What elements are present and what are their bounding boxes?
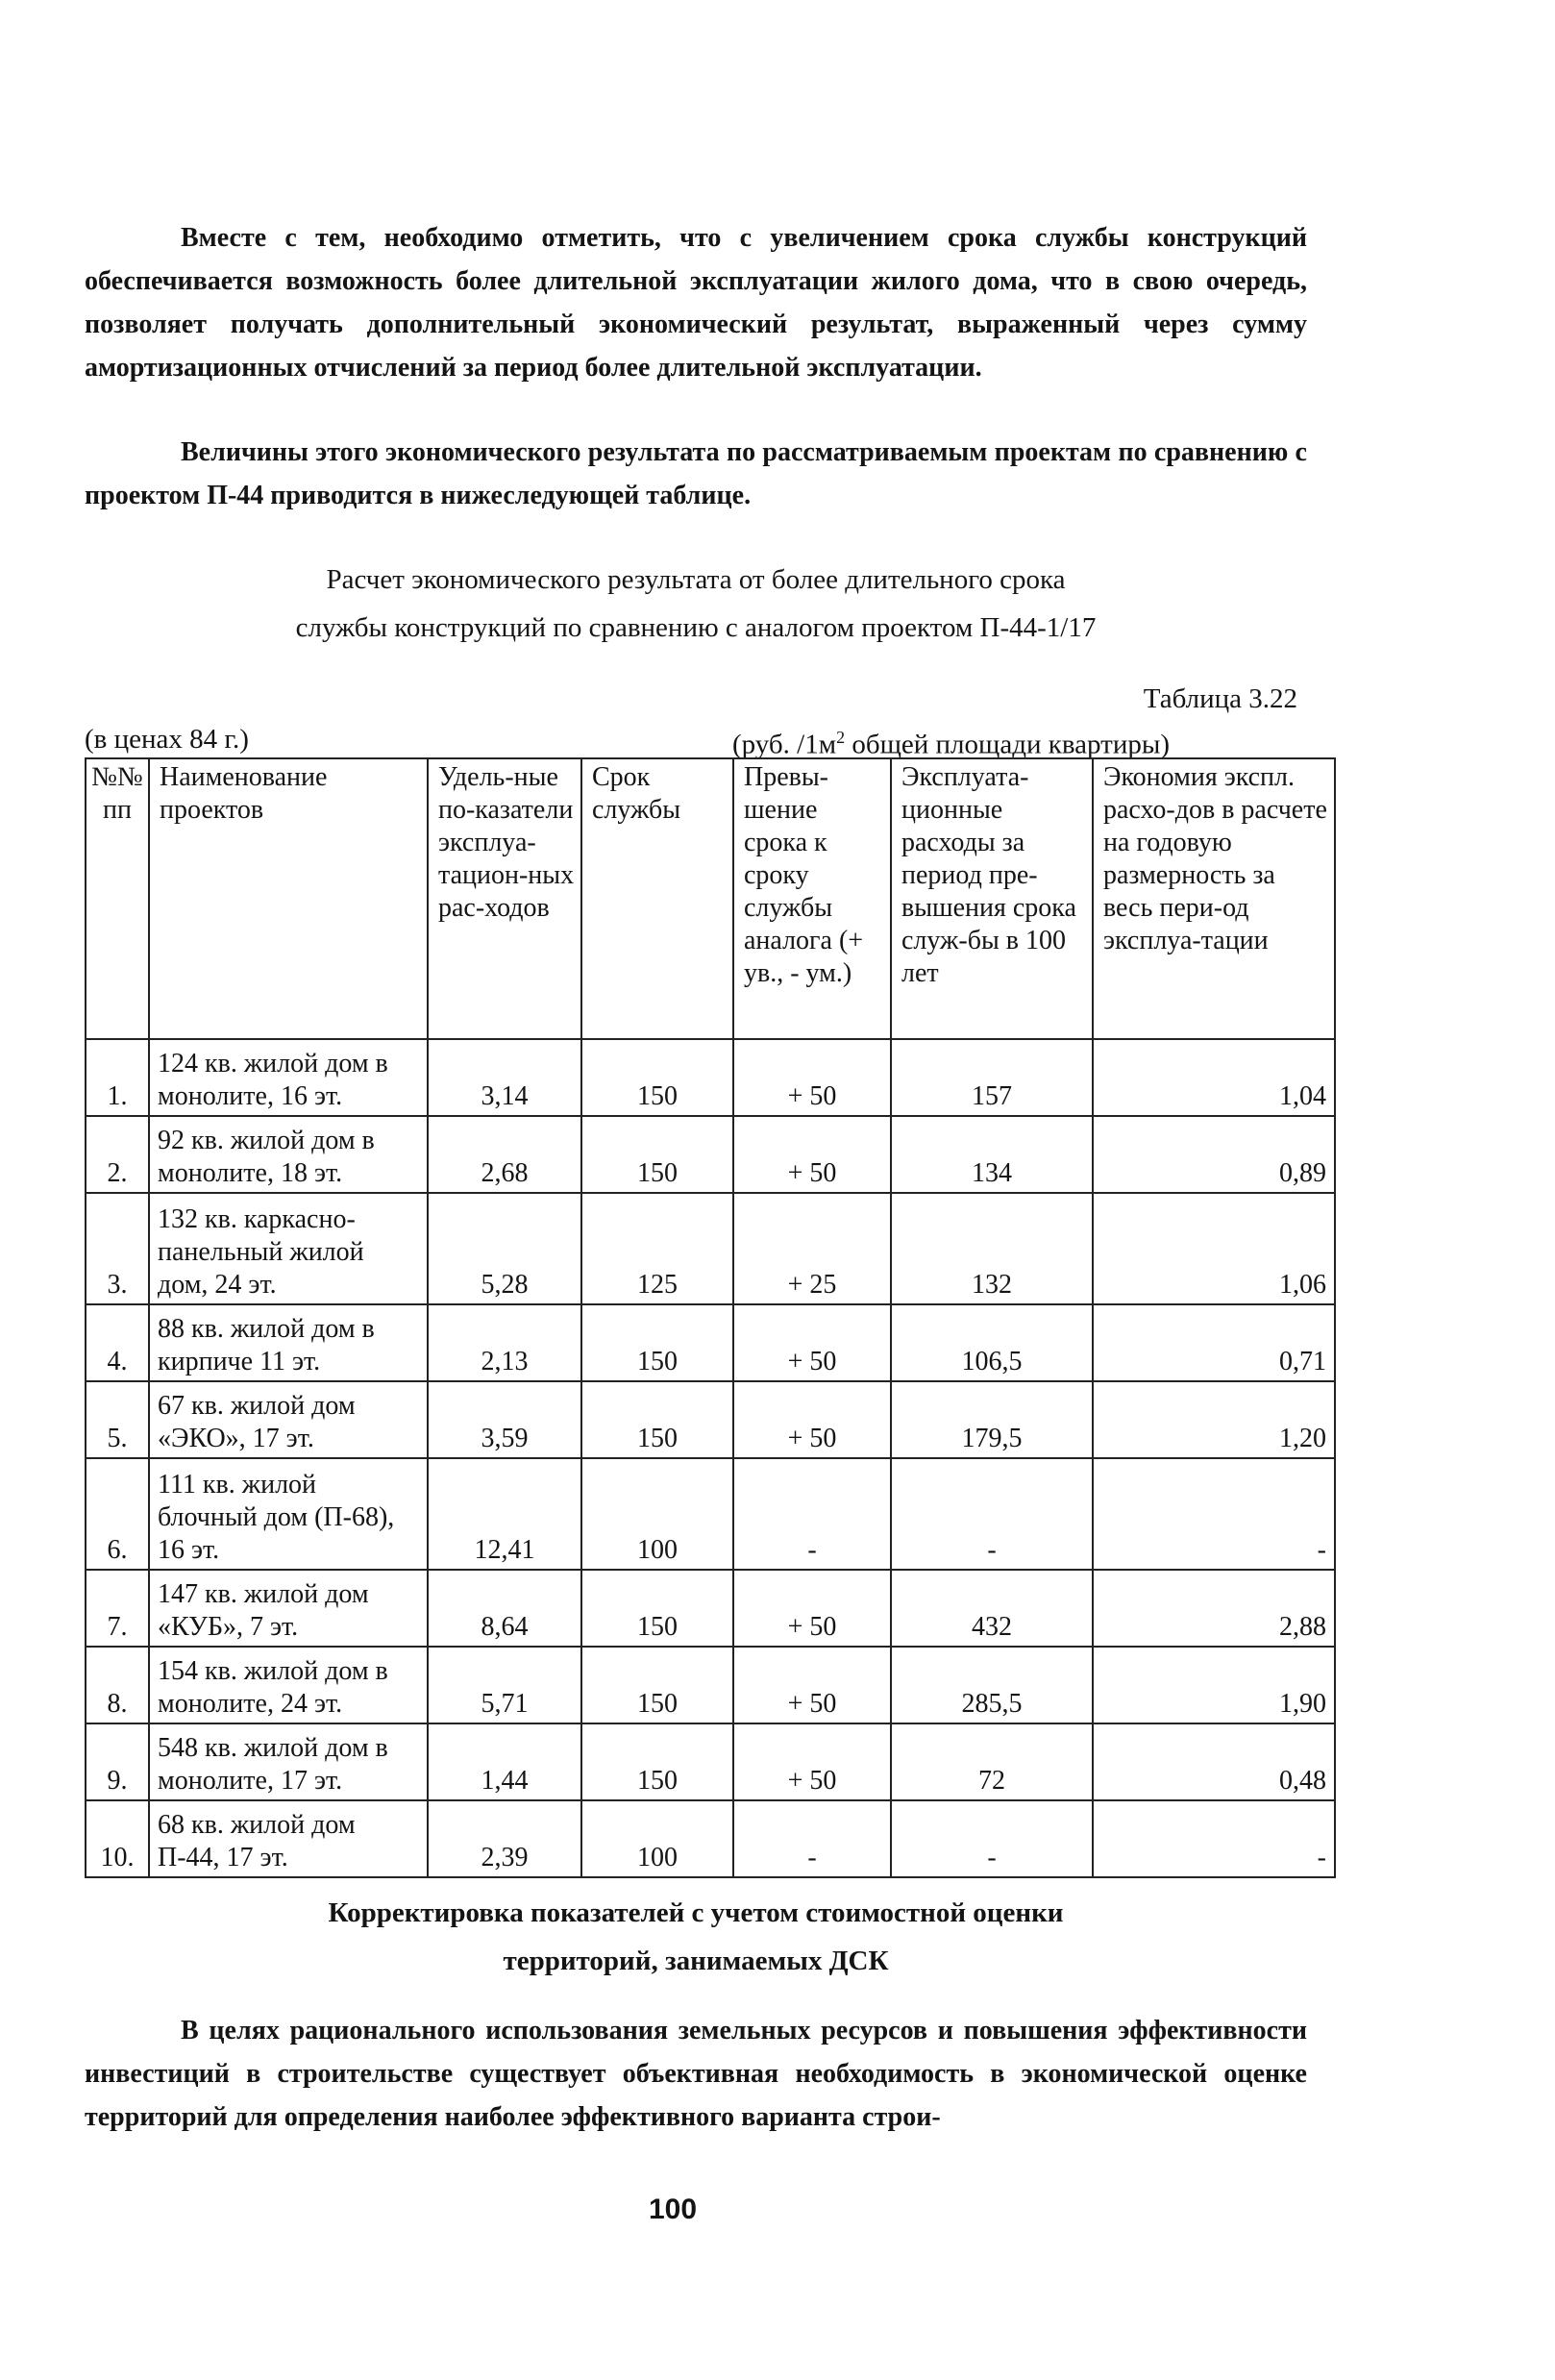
cell-name: 548 кв. жилой дом в монолите, 17 эт. [149,1723,428,1800]
cell-saving: 0,71 [1093,1304,1335,1381]
cell-name: 88 кв. жилой дом в кирпиче 11 эт. [149,1304,428,1381]
cell-service-life: 150 [581,1647,733,1723]
cell-no: 1. [86,1039,149,1116]
cell-saving: 1,20 [1093,1381,1335,1458]
cell-operating-costs: 179,5 [891,1381,1093,1458]
cell-service-life: 150 [581,1039,733,1116]
cell-saving: - [1093,1458,1335,1570]
cell-saving: 0,48 [1093,1723,1335,1800]
cell-no: 5. [86,1381,149,1458]
cell-saving: 1,90 [1093,1647,1335,1723]
table-caption-line1: Расчет экономического результата от более длительного срока [326,564,1066,595]
units-note-superscript: 2 [836,728,846,747]
units-note [732,721,1170,761]
cell-no: 10. [86,1800,149,1877]
cell-operating-costs: 72 [891,1723,1093,1800]
cell-life-excess: + 25 [733,1193,891,1304]
header-operating-costs: Эксплуата-ционные расходы за период пре-вышения срока служ-бы в 100 лет [891,758,1093,1039]
units-note-after: общей площади квартиры) [845,729,1170,760]
cell-no: 6. [86,1458,149,1570]
cell-name: 67 кв. жилой дом «ЭКО», 17 эт. [149,1381,428,1458]
cell-specific-costs: 2,39 [428,1800,581,1877]
cell-specific-costs: 3,59 [428,1381,581,1458]
cell-life-excess: + 50 [733,1647,891,1723]
cell-life-excess: + 50 [733,1381,891,1458]
cell-specific-costs: 2,13 [428,1304,581,1381]
cell-operating-costs: - [891,1458,1093,1570]
cell-no: 7. [86,1570,149,1647]
units-note-before: (руб. /1м [732,729,837,760]
cell-operating-costs: - [891,1800,1093,1877]
header-no: №№ пп [86,758,149,1039]
table-row [86,1723,1335,1800]
table-caption-line2: службы конструкций по сравнению с аналогом проектом П-44-1/17 [295,612,1097,643]
cell-operating-costs: 106,5 [891,1304,1093,1381]
cell-operating-costs: 132 [891,1193,1093,1304]
cell-operating-costs: 134 [891,1116,1093,1193]
cell-operating-costs: 285,5 [891,1647,1093,1723]
cell-specific-costs: 8,64 [428,1570,581,1647]
header-name: Наименование проектов [149,758,428,1039]
cell-no: 9. [86,1723,149,1800]
cell-service-life: 150 [581,1381,733,1458]
cell-operating-costs: 432 [891,1570,1093,1647]
section-heading-line2: территорий, занимаемых ДСК [503,1946,889,1976]
cell-saving: 0,89 [1093,1116,1335,1193]
header-specific-costs: Удель-ные по-казатели эксплуа-тацион-ных рас-ходов [428,758,581,1039]
paragraph-land-assessment: В целях рационального использования земельных ресурсов и повышения эффективности инвестиций в строительстве существует объективная необходимость в экономической оценке территорий для определения наиболее эффективного варианта строи- [85,2016,1307,2132]
cell-operating-costs: 157 [891,1039,1093,1116]
cell-name: 92 кв. жилой дом в монолите, 18 эт. [149,1116,428,1193]
table-row [86,1304,1335,1381]
cell-specific-costs: 5,28 [428,1193,581,1304]
cell-no: 8. [86,1647,149,1723]
cell-specific-costs: 5,71 [428,1647,581,1723]
table-row [86,1381,1335,1458]
cell-life-excess: + 50 [733,1304,891,1381]
cell-specific-costs: 12,41 [428,1458,581,1570]
table-row [86,1116,1335,1193]
section-heading [85,1889,1307,1985]
table-row [86,1039,1335,1116]
table-row [86,1458,1335,1570]
table-row [86,1193,1335,1304]
header-life-excess: Превы-шение срока к сроку службы аналога (+ ув., - ум.) [733,758,891,1039]
page-number: 100 [648,2194,698,2225]
cell-saving: 1,04 [1093,1039,1335,1116]
section-heading-line1: Корректировка показателей с учетом стоимостной оценки [328,1897,1064,1928]
cell-life-excess: - [733,1800,891,1877]
cell-name: 124 кв. жилой дом в монолите, 16 эт. [149,1039,428,1116]
table-number: Таблица 3.22 [1143,683,1297,714]
cell-saving: - [1093,1800,1335,1877]
economic-result-table [85,757,1336,1878]
cell-service-life: 100 [581,1800,733,1877]
header-service-life: Срок службы [581,758,733,1039]
header-saving: Экономия экспл. расхо-дов в расчете на годовую размерность за весь пери-од эксплуа-тации [1093,758,1335,1039]
cell-name: 68 кв. жилой дом П-44, 17 эт. [149,1800,428,1877]
cell-life-excess: + 50 [733,1570,891,1647]
cell-saving: 2,88 [1093,1570,1335,1647]
cell-life-excess: - [733,1458,891,1570]
cell-life-excess: + 50 [733,1039,891,1116]
cell-service-life: 150 [581,1304,733,1381]
table-header-row [86,758,1335,1039]
table-row [86,1570,1335,1647]
paragraph-intro: Вместе с тем, необходимо отметить, что с увеличением срока службы конструкций обеспечивается возможность более длительной эксплуатации жилого дома, что в свою очередь, позволяет получать дополнительный экономический результат, выраженный через сумму амортизационных отчислений за период более длительной эксплуатации. [85,223,1307,383]
cell-name: 147 кв. жилой дом «КУБ», 7 эт. [149,1570,428,1647]
cell-life-excess: + 50 [733,1116,891,1193]
cell-service-life: 125 [581,1193,733,1304]
cell-name: 132 кв. каркасно-панельный жилой дом, 24 эт. [149,1193,428,1304]
cell-no: 4. [86,1304,149,1381]
cell-specific-costs: 1,44 [428,1723,581,1800]
cell-specific-costs: 2,68 [428,1116,581,1193]
prices-note: (в ценах 84 г.) [85,724,249,755]
cell-specific-costs: 3,14 [428,1039,581,1116]
cell-service-life: 150 [581,1116,733,1193]
table-row [86,1800,1335,1877]
cell-no: 3. [86,1193,149,1304]
table-caption [85,556,1307,652]
cell-saving: 1,06 [1093,1193,1335,1304]
cell-service-life: 150 [581,1570,733,1647]
paragraph-table-lead: Величины этого экономического результата по рассматриваемым проектам по сравнению с проектом П-44 приводится в нижеследующей таблице. [85,437,1307,510]
cell-service-life: 150 [581,1723,733,1800]
table-row [86,1647,1335,1723]
cell-life-excess: + 50 [733,1723,891,1800]
cell-name: 111 кв. жилой блочный дом (П-68), 16 эт. [149,1458,428,1570]
cell-no: 2. [86,1116,149,1193]
cell-service-life: 100 [581,1458,733,1570]
cell-name: 154 кв. жилой дом в монолите, 24 эт. [149,1647,428,1723]
